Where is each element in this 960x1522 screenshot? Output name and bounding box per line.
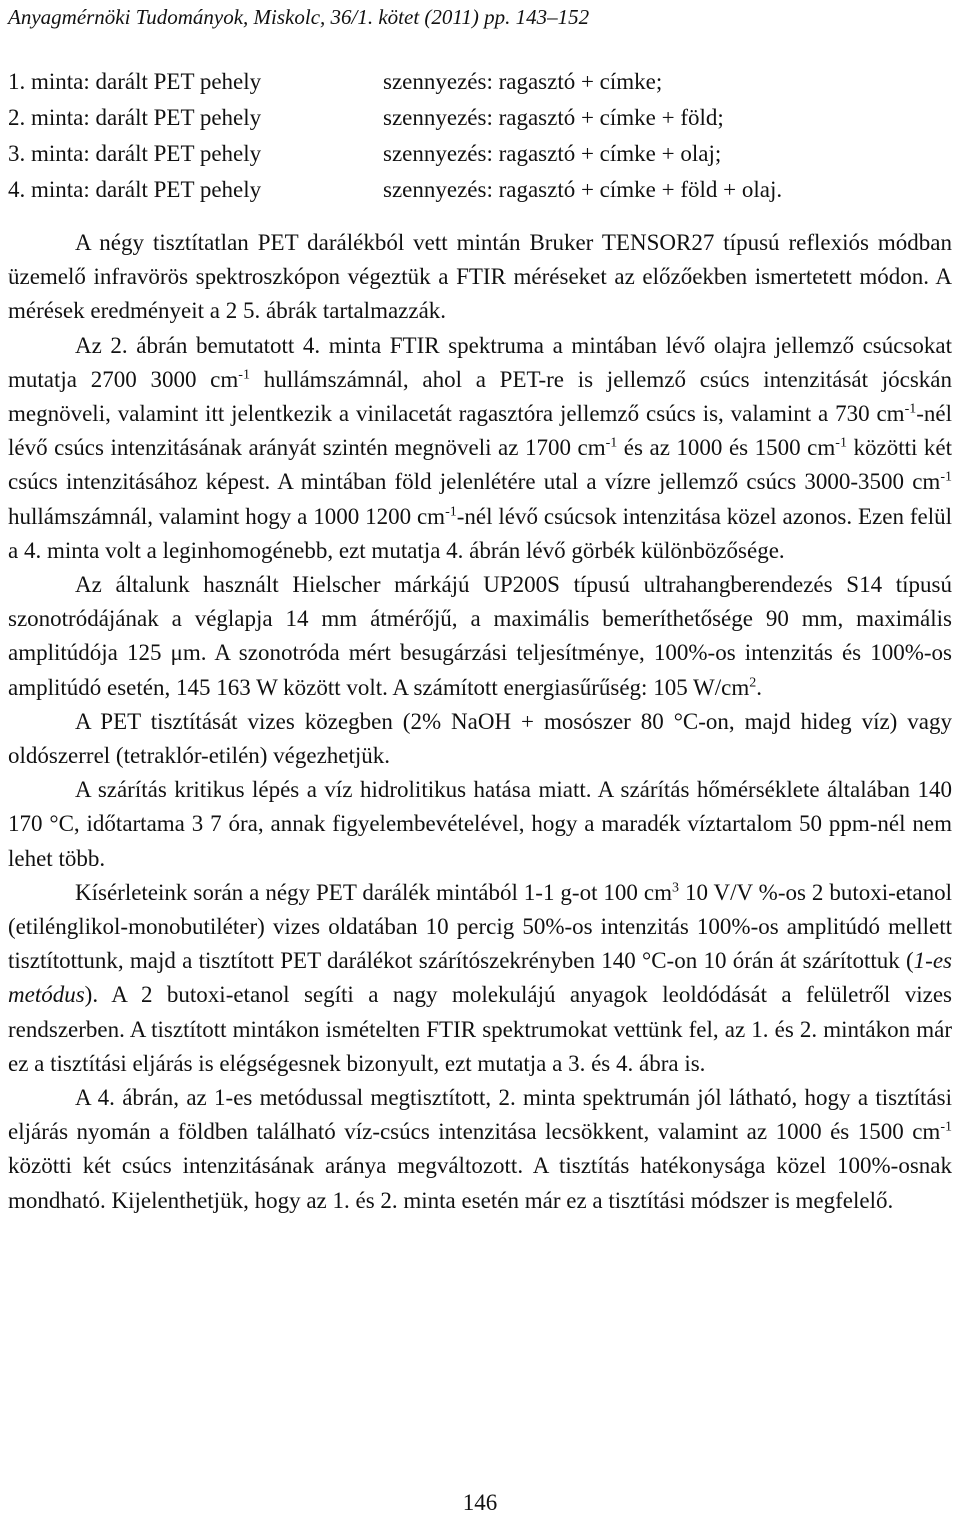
paragraph-drying: A szárítás kritikus lépés a víz hidrolitikus hatása miatt. A szárítás hőmérséklete általában 140 170 °C, időtartama 3 7 óra, annak figyelembevételével, hogy a maradék víztartalom 50 ppm-nél nem lehet több. <box>8 777 952 871</box>
sample-label: 3. minta: darált PET pehely <box>8 141 262 166</box>
sample-row <box>8 172 952 208</box>
sample-row <box>8 136 952 172</box>
sample-label: 1. minta: darált PET pehely <box>8 69 262 94</box>
sample-contamination: szennyezés: ragasztó + címke + föld; <box>383 105 724 130</box>
sample-label: 4. minta: darált PET pehely <box>8 177 262 202</box>
paragraph-sample4-spectrum: Az 2. ábrán bemutatott 4. minta FTIR spektruma a mintában lévő olajra jellemző csúcsokat mutatja 2700 3000 $cm^{-1}$ hullámszámnál, ahol a PET-re is jellemző csúcs intenzitását jócskán megnöveli, valamint itt jelentkezik a vinilacetát ragasztóra jellemző csúcs is, valamint a 730 $cm^{-1}$-nél lévő csúcs intenzitásának arányát szintén megnöveli az 1700 $cm^{-1}$ és az 1000 és 1500 $cm^{-1}$ közötti két csúcs intenzitásához képest. A mintában föld jelenlétére utal a vízre jellemző csúcs 3000-3500 $cm^{-1}$ hullámszámnál, valamint hogy a 1000 1200 $cm^{-1}$-nél lévő csúcsok intenzitása közel azonos. Ezen felül a 4. minta volt a leginhomogénebb, ezt mutatja 4. ábrán lévő görbék különbözősége. <box>8 332 952 563</box>
paragraph-ftir-method: A négy tisztítatlan PET darálékból vett mintán Bruker TENSOR27 típusú reflexiós módban üzemelő infravörös spektroszkópon végeztük a FTIR méréseket az előzőekben ismertetett módon. A mérések eredményeit a 2 5. ábrák tartalmazzák. <box>8 230 952 324</box>
paragraph-ultrasound-device: Az általunk használt Hielscher márkájú UP200S típusú ultrahangberendezés S14 típusú szonotródájának a véglapja 14 mm átmérőjű, a maximális bemeríthetősége 90 mm, maximális amplitúdója 125 μm. A szonotróda mért besugárzási teljesítménye, 100%-os intenzitás és 100%-os amplitúdó esetén, 145 163 W között volt. A számított energiasűrűség: 105 $W/cm^2$. <box>8 572 952 700</box>
sample-row <box>8 100 952 136</box>
sample-label: 2. minta: darált PET pehely <box>8 105 262 130</box>
sample-list <box>8 64 952 208</box>
journal-header: Anyagmérnöki Tudományok, Miskolc, 36/1. kötet (2011) pp. 143–152 <box>8 5 590 29</box>
body-text <box>8 226 952 1218</box>
sample-row <box>8 64 952 100</box>
paragraph-cleaning-media: A PET tisztítását vizes közegben (2% NaOH + mosószer 80 °C-on, majd hideg víz) vagy oldószerrel (tetraklór-etilén) végezhetjük. <box>8 708 952 769</box>
sample-contamination: szennyezés: ragasztó + címke + föld + olaj. <box>383 177 783 202</box>
page-number: 146 <box>462 1490 498 1515</box>
paragraph-conclusion: A 4. ábrán, az 1-es metódussal megtisztított, 2. minta spektrumán jól látható, hogy a tisztítási eljárás nyomán a földben található víz-csúcs intenzitása lecsökkent, valamint az 1000 és 1500 $cm^{-1}$ közötti két csúcs intenzitásának aránya megváltozott. A tisztítás hatékonysága közel 100%-osnak mondható. Kijelenthetjük, hogy az 1. és 2. minta esetén már ez a tisztítási módszer is megfelelő. <box>8 1085 952 1213</box>
method-name: 1-es metódus <box>8 948 952 1008</box>
sample-contamination: szennyezés: ragasztó + címke + olaj; <box>383 141 722 166</box>
sample-contamination: szennyezés: ragasztó + címke; <box>383 69 663 94</box>
paragraph-experiments: Kísérleteink során a négy PET darálék mintából 1-1 g-ot 100 $cm^3$ 10 V/V %-os 2 butoxi-etanol (etilénglikol-monobutiléter) vizes oldatában 10 percig 50%-os intenzitás 100%-os amplitúdó mellett tisztítottunk, majd a tisztított PET darálékot szárítószekrényben 140 °C-on 10 órán át szárítottuk (1-es metódus). A 2 butoxi-etanol segíti a nagy molekulájú anyagok leoldódását a felületről vizes rendszerben. A tisztított mintákon ismételten FTIR spektrumokat vettünk fel, az 1. és 2. mintákon már ez a tisztítási eljárás is elégségesnek bizonyult, ezt mutatja a 3. és 4. ábra is. <box>8 879 952 1076</box>
